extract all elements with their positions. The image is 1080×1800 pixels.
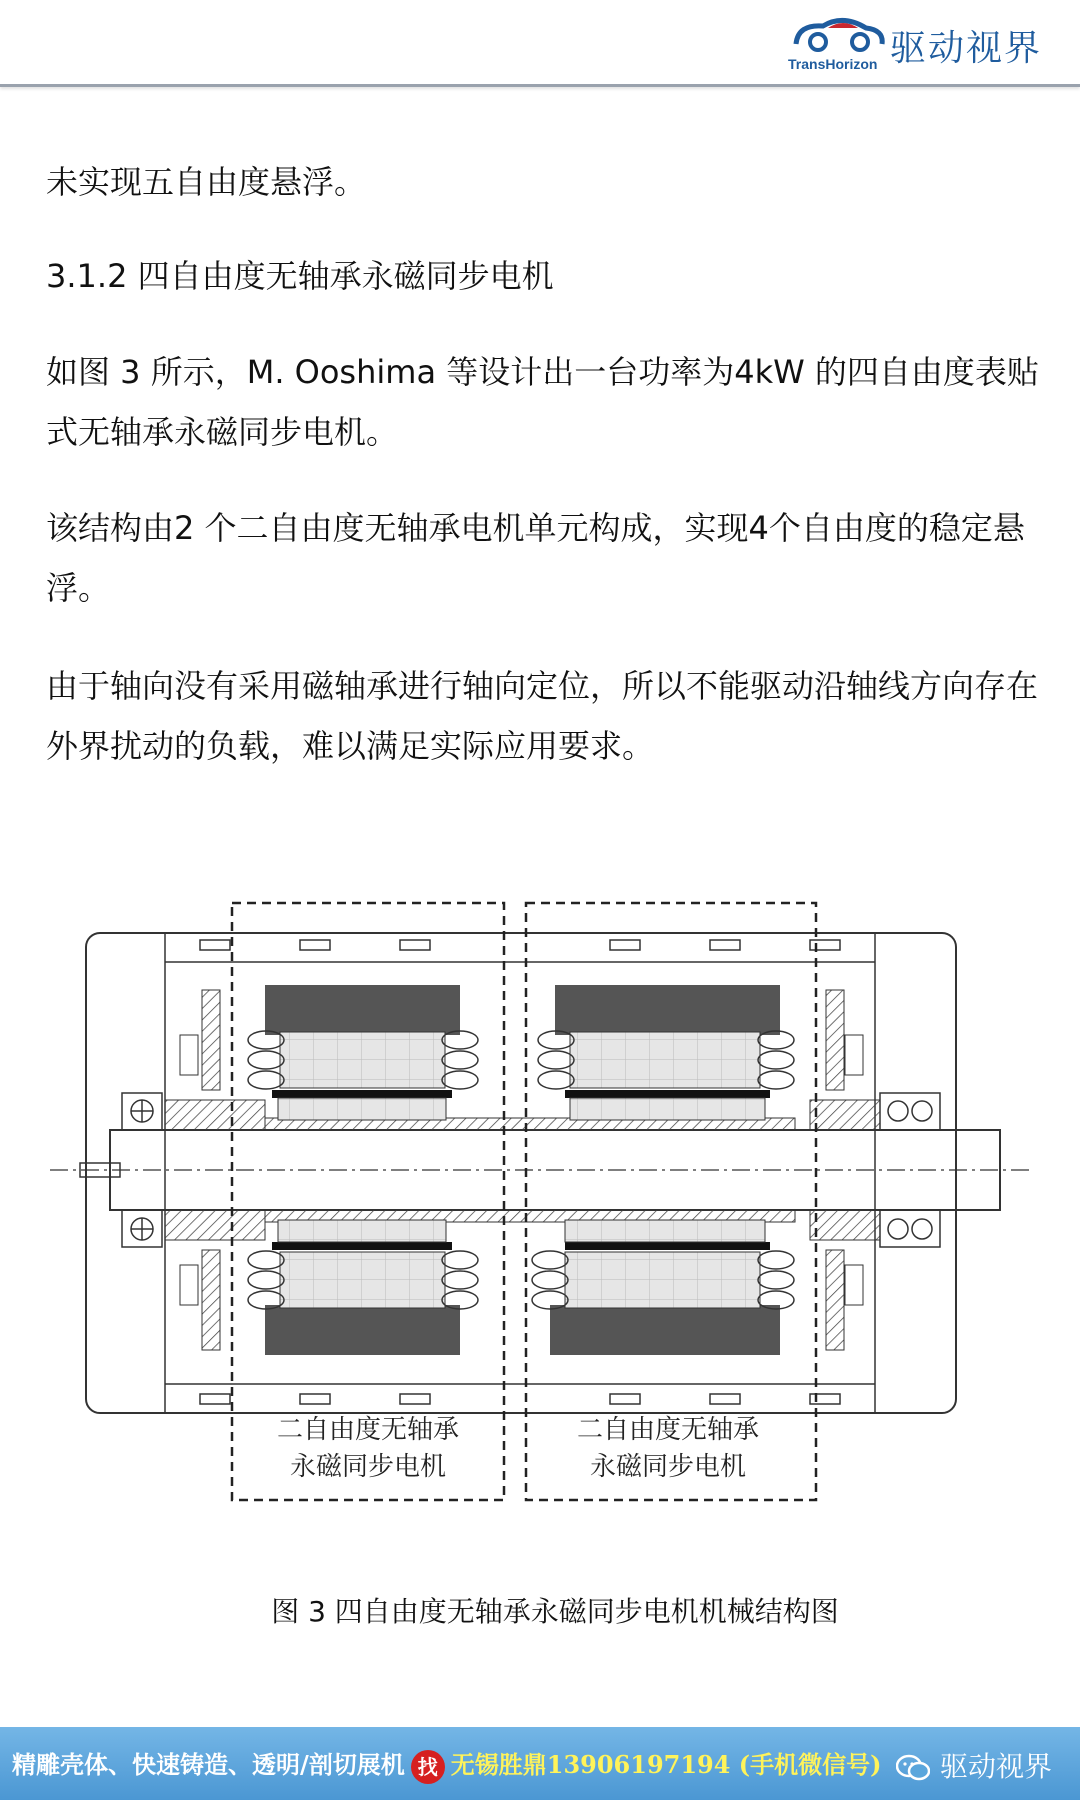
right-unit-label-line2: 永磁同步电机 (589, 1452, 747, 1482)
cloud-car-logo-icon (788, 14, 888, 58)
find-badge: 找 (411, 1750, 445, 1784)
footer-brand-name: 驱动视界 (939, 1750, 1052, 1783)
left-unit-label-line1: 二自由度无轴承 (276, 1415, 460, 1445)
page-header (0, 0, 1080, 87)
footer-banner[interactable] (0, 1727, 1080, 1800)
motor-cross-section-drawing (50, 900, 1030, 1510)
brand-logo[interactable] (788, 14, 1078, 74)
motor-structure-figure (50, 900, 1030, 1510)
wechat-icon (896, 1754, 930, 1782)
logo-chinese-name: 驱动视界 (890, 28, 1043, 69)
ad-services-text: 精雕壳体、快速铸造、透明/剖切展机 (12, 1750, 405, 1779)
paragraph-2: 如图 3 所示，M. Ooshima 等设计出一台功率为4kW 的四自由度表贴式无轴承永磁同步电机。 (46, 353, 1039, 451)
paragraph-1: 未实现五自由度悬浮。 (46, 163, 367, 201)
paragraph-3: 该结构由2 个二自由度无轴承电机单元构成，实现4个自由度的稳定悬浮。 (46, 509, 1025, 607)
figure-caption: 图 3 四自由度无轴承永磁同步电机机械结构图 (271, 1595, 839, 1628)
footer-ad (12, 1745, 882, 1784)
footer-brand[interactable] (896, 1745, 1052, 1785)
left-unit-label-line2: 永磁同步电机 (289, 1452, 447, 1482)
ad-contact-text: 无锡胜鼎13906197194 (手机微信号) (450, 1750, 882, 1779)
section-heading: 3.1.2 四自由度无轴承永磁同步电机 (46, 257, 554, 295)
right-unit-label-line1: 二自由度无轴承 (576, 1415, 760, 1445)
paragraph-4: 由于轴向没有采用磁轴承进行轴向定位，所以不能驱动沿轴线方向存在外界扰动的负载，难以满足实际应用要求。 (46, 667, 1039, 765)
logo-english-name: TransHorizon (788, 56, 878, 72)
